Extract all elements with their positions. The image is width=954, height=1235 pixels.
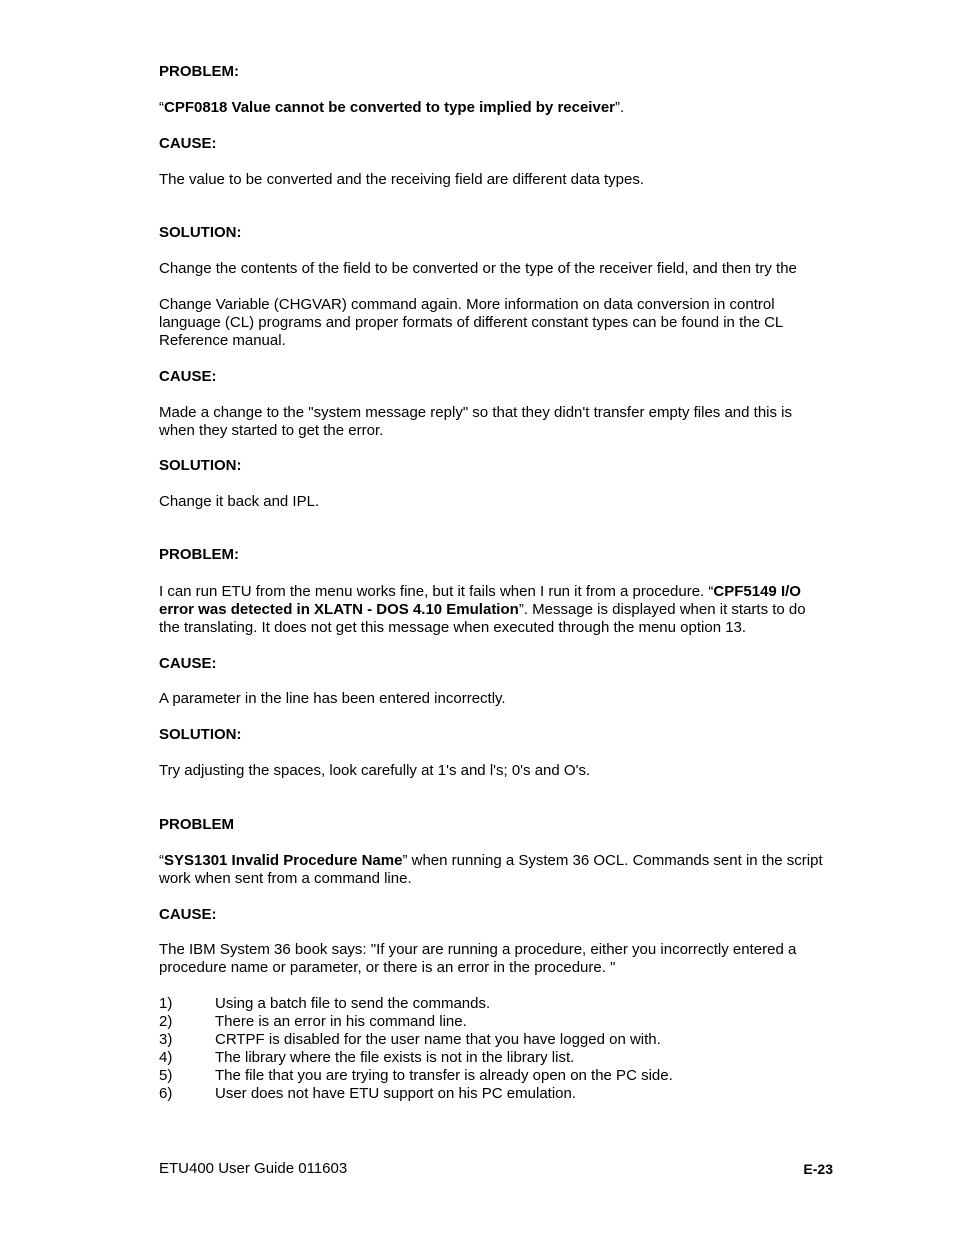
cause-heading-4: CAUSE: (159, 906, 217, 923)
cause-text-2-line2: when they started to get the error. (159, 422, 384, 439)
problem-text-2-line1 (159, 583, 801, 601)
problem-heading-3: PROBLEM (159, 816, 234, 833)
list-item-number: 1) (159, 995, 173, 1012)
footer-document-title: ETU400 User Guide 011603 (159, 1160, 348, 1177)
cause-heading-1: CAUSE: (159, 135, 217, 152)
cause-heading-2: CAUSE: (159, 368, 217, 385)
error-code-cpf5149: CPF5149 I/O (713, 583, 801, 600)
error-detail-xlatn: error was detected in XLATN - DOS 4.10 Emulation (159, 601, 519, 618)
problem-text-3-rest: ” when running a System 36 OCL. Commands sent in the script (402, 852, 823, 869)
list-item-text: User does not have ETU support on his PC emulation. (215, 1085, 577, 1102)
error-code-sys1301: SYS1301 Invalid Procedure Name (164, 852, 403, 869)
open-quote: “ (159, 99, 164, 116)
problem-text-2-rest: ”. Message is displayed when it starts to do (518, 601, 806, 618)
cause-text-4-line1: The IBM System 36 book says: "If your are running a procedure, either you incorrectly entered a (159, 941, 797, 958)
problem-heading-2: PROBLEM: (159, 546, 239, 563)
problem-text-1 (159, 99, 624, 117)
error-code-cpf0818: CPF0818 Value cannot be converted to type implied by receiver (164, 99, 615, 116)
solution-heading-3: SOLUTION: (159, 726, 242, 743)
cause-text-1: The value to be converted and the receiving field are different data types. (159, 171, 645, 188)
problem-text-2-line3: the translating. It does not get this message when executed through the menu option 13. (159, 619, 747, 636)
list-item-number: 4) (159, 1049, 173, 1066)
list-item-number: 2) (159, 1013, 173, 1030)
cause-text-3: A parameter in the line has been entered incorrectly. (159, 690, 506, 707)
problem-heading-1: PROBLEM: (159, 63, 239, 80)
cause-heading-3: CAUSE: (159, 655, 217, 672)
footer-page-number: E-23 (803, 1161, 833, 1177)
solution-heading-2: SOLUTION: (159, 457, 242, 474)
solution-text-1-line1: Change the contents of the field to be converted or the type of the receiver field, and then try the (159, 260, 797, 277)
list-item-number: 3) (159, 1031, 173, 1048)
list-item-text: The library where the file exists is not in the library list. (215, 1049, 575, 1066)
close-quote: ”. (615, 99, 625, 116)
cause-text-2-line1: Made a change to the "system message reply" so that they didn't transfer empty files and this is (159, 404, 792, 421)
open-quote: “ (159, 852, 164, 869)
problem-text-3-line1 (159, 852, 823, 870)
list-item-text: CRTPF is disabled for the user name that you have logged on with. (215, 1031, 661, 1048)
solution-text-3: Try adjusting the spaces, look carefully at 1's and l's; 0's and O's. (159, 762, 591, 779)
problem-text-2-plain: I can run ETU from the menu works fine, but it fails when I run it from a procedure. “ (159, 583, 714, 600)
cause-text-4-line2: procedure name or parameter, or there is an error in the procedure. " (159, 959, 616, 976)
list-item-text: The file that you are trying to transfer is already open on the PC side. (215, 1067, 673, 1084)
problem-text-3-line2: work when sent from a command line. (159, 870, 412, 887)
solution-text-1-line2: Change Variable (CHGVAR) command again. More information on data conversion in control (159, 296, 775, 313)
problem-text-2-line2 (159, 601, 806, 619)
solution-text-1-line4: Reference manual. (159, 332, 286, 349)
solution-heading-1: SOLUTION: (159, 224, 242, 241)
solution-text-1-line3: language (CL) programs and proper formats of different constant types can be found in the CL (159, 314, 784, 331)
list-item-text: There is an error in his command line. (215, 1013, 467, 1030)
list-item-text: Using a batch file to send the commands. (215, 995, 491, 1012)
list-item-number: 5) (159, 1067, 173, 1084)
list-item-number: 6) (159, 1085, 173, 1102)
solution-text-2: Change it back and IPL. (159, 493, 320, 510)
